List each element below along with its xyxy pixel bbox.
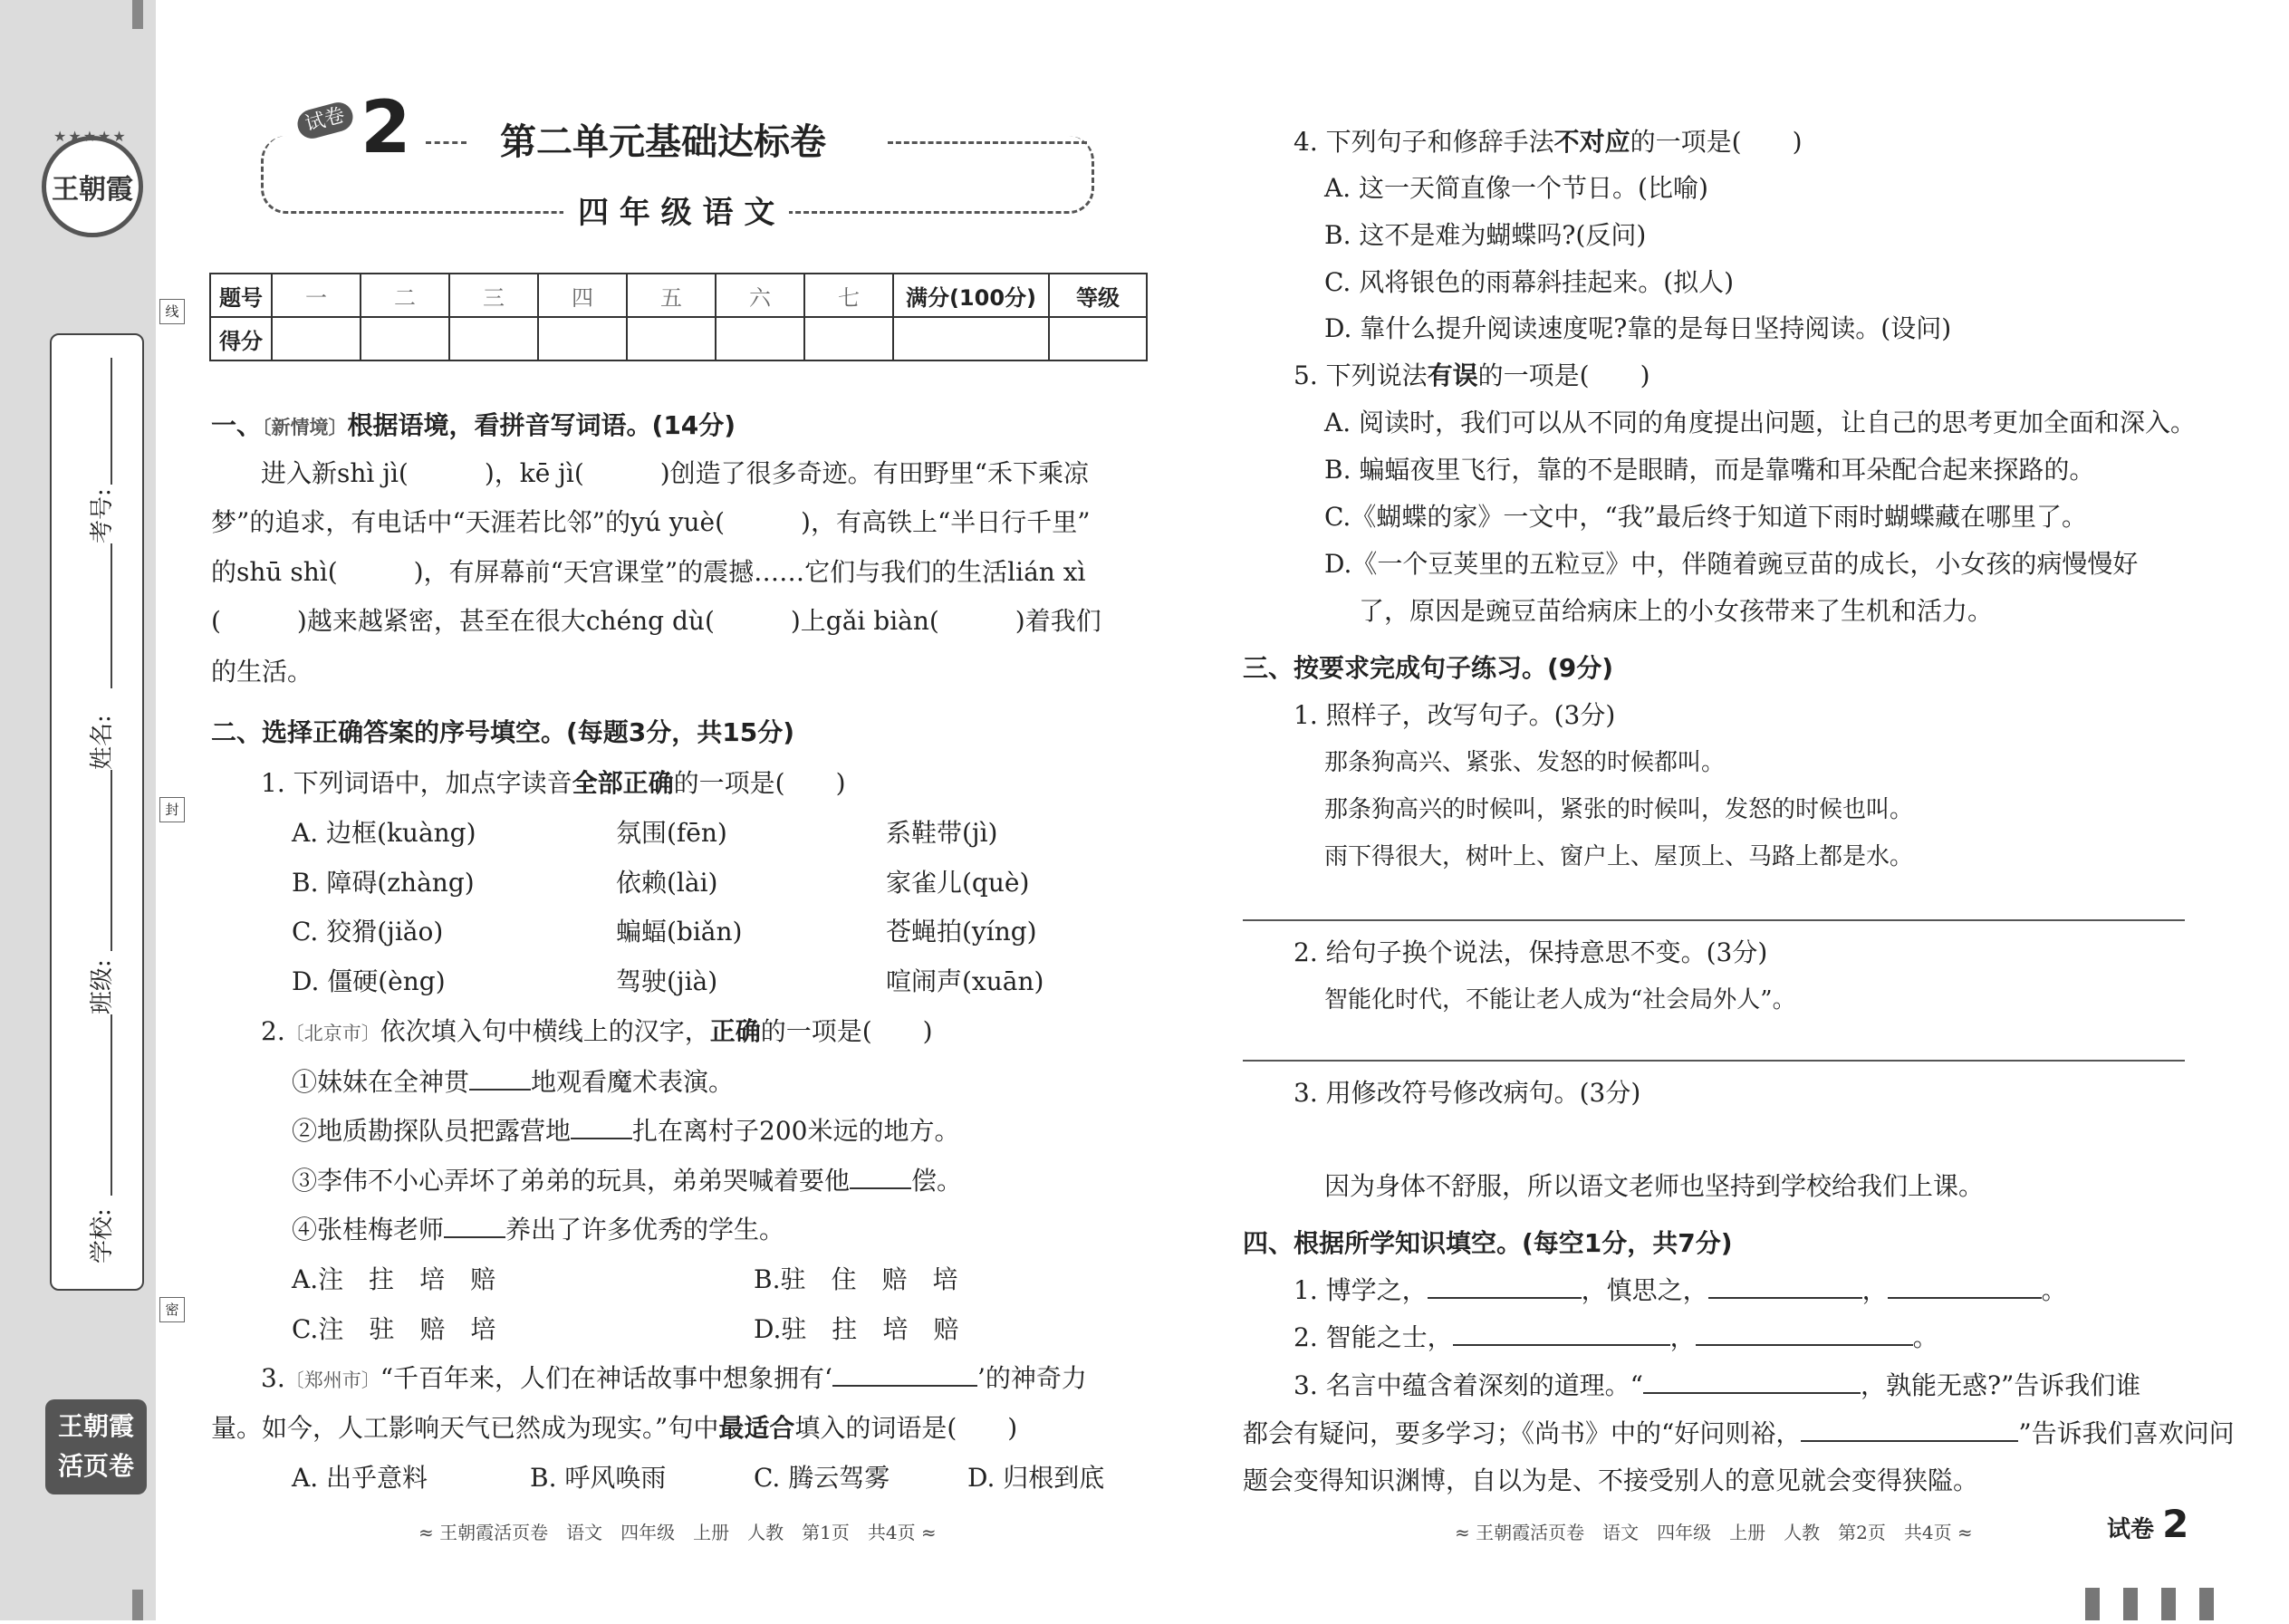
score-cell[interactable] — [538, 317, 627, 360]
q1-option: D. 僵硬(èng) — [292, 966, 446, 996]
q2-option: D.驻 拄 培 赔 — [754, 1314, 959, 1344]
q5-option-cont: 了，原因是豌豆苗给病床上的小女孩带来了生机和活力。 — [1359, 596, 1994, 626]
fill-blank[interactable] — [1801, 1417, 2018, 1442]
brand-logo-seal — [42, 128, 143, 237]
student-info-panel — [50, 333, 144, 1291]
q3-option: A. 出乎意料 — [292, 1463, 428, 1493]
q4-option: C. 风将银色的雨幕斜挂起来。(拟人) — [1324, 267, 1735, 297]
table-cell: 等级 — [1049, 274, 1147, 317]
q1-stem: 1. 下列词语中，加点字读音全部正确的一项是( ) — [261, 768, 846, 798]
score-cell[interactable] — [804, 317, 893, 360]
binding-line — [111, 1014, 112, 1196]
fill-blank[interactable] — [571, 1114, 632, 1139]
q2-stem: 2.〔北京市〕依次填入句中横线上的汉字，正确的一项是( ) — [261, 1016, 933, 1046]
q5-option: B. 蝙蝠夜里飞行，靠的不是眼睛，而是靠嘴和耳朵配合起来探路的。 — [1324, 455, 2095, 485]
label-class: 班级: — [89, 959, 116, 1014]
table-cell: 四 — [538, 274, 627, 317]
section1-line: ( )越来越紧密，甚至在很大chéng dù( )上gǎi biàn( )着我们 — [211, 606, 1101, 636]
table-cell: 五 — [627, 274, 716, 317]
fill-blank[interactable] — [1428, 1273, 1582, 1299]
s3-q2-sentence: 智能化时代，不能让老人成为“社会局外人”。 — [1324, 986, 1796, 1014]
q1-option: 苍蝇拍(yíng) — [886, 917, 1037, 947]
score-cell[interactable] — [361, 317, 449, 360]
page-subtitle: 四 年 级 语 文 — [563, 193, 789, 233]
header-rule-right — [888, 141, 1087, 144]
s3-example: 那条狗高兴、紧张、发怒的时候都叫。 — [1324, 749, 1726, 776]
table-cell: 题号 — [210, 274, 272, 317]
q4-option: B. 这不是难为蝴蝶吗?(反问) — [1324, 220, 1647, 250]
q1-option: A. 边框(kuàng) — [292, 818, 476, 848]
q1-option: 蝙蝠(biǎn) — [616, 917, 743, 947]
q2-option: A.注 拄 培 赔 — [292, 1264, 496, 1294]
q2-item: ①妹妹在全神贯 地观看魔术表演。 — [292, 1067, 735, 1097]
logo-text: 王朝霞 — [52, 174, 133, 206]
s4-line: 3. 名言中蕴含着深刻的道理。“ ，孰能无惑?”告诉我们谁 — [1294, 1370, 2141, 1400]
q2-item: ③李伟不小心弄坏了弟弟的玩具，弟弟哭喊着要他 偿。 — [292, 1166, 963, 1196]
binding-stripe-bottom — [132, 1590, 143, 1620]
brand-name: 王朝霞 — [57, 1411, 134, 1441]
q1-option: B. 障碍(zhàng) — [292, 868, 475, 898]
s4-line: 1. 博学之， ，慎思之， ， 。 — [1294, 1275, 2067, 1305]
table-row — [210, 317, 1147, 360]
header-rule-left — [426, 141, 466, 144]
score-cell[interactable] — [1049, 317, 1147, 360]
q2-item: ②地质勘探队员把露营地 扎在离村子200米远的地方。 — [292, 1116, 960, 1146]
table-cell: 一 — [272, 274, 361, 317]
footer-left: ≈ 王朝霞活页卷 语文 四年级 上册 人教 第1页 共4页 ≈ — [418, 1522, 937, 1543]
q5-option: C.《蝴蝶的家》一文中，“我”最后终于知道下雨时蝴蝶藏在哪里了。 — [1324, 502, 2087, 532]
table-cell: 六 — [716, 274, 804, 317]
q5-option: A. 阅读时，我们可以从不同的角度提出问题，让自己的思考更加全面和深入。 — [1324, 408, 2197, 437]
answer-line[interactable] — [1243, 919, 2185, 921]
q3-stem: 3.〔郑州市〕“千百年来，人们在神话故事中想象拥有‘ ’的神奇力 — [261, 1363, 1087, 1393]
s3-example: 雨下得很大，树叶上、窗户上、屋顶上、马路上都是水。 — [1324, 843, 1914, 870]
table-cell: 七 — [804, 274, 893, 317]
fill-blank[interactable] — [1453, 1321, 1670, 1346]
decorative-bars — [2085, 1588, 2237, 1624]
q2-option: C.注 驻 赔 培 — [292, 1314, 496, 1344]
q1-option: 驾驶(jià) — [616, 966, 718, 996]
q1-option: 系鞋带(jì) — [886, 818, 998, 848]
q4-stem: 4. 下列句子和修辞手法不对应的一项是( ) — [1294, 127, 1803, 157]
q1-option: 氛围(fēn) — [616, 818, 727, 848]
q2-item: ④张桂梅老师 养出了许多优秀的学生。 — [292, 1215, 785, 1244]
binding-line — [111, 770, 112, 951]
s3-q1-title: 1. 照样子，改写句子。(3分) — [1294, 700, 1616, 730]
test-badge: 试卷 — [294, 100, 356, 142]
section2-heading: 二、选择正确答案的序号填空。(每题3分，共15分) — [211, 717, 795, 747]
q3-option: C. 腾云驾雾 — [754, 1463, 890, 1493]
page-title: 第二单元基础达标卷 — [500, 121, 826, 163]
score-cell[interactable] — [272, 317, 361, 360]
binding-line — [111, 358, 112, 485]
fill-blank[interactable] — [1643, 1369, 1861, 1394]
score-cell[interactable] — [716, 317, 804, 360]
table-cell: 得分 — [210, 317, 272, 360]
table-row — [210, 274, 1147, 317]
s4-line: 2. 智能之士， ， 。 — [1294, 1322, 1938, 1352]
section3-heading: 三、按要求完成句子练习。(9分) — [1243, 653, 1614, 683]
brand-logo-bottom — [45, 1399, 147, 1494]
label-school: 学校: — [89, 1208, 116, 1264]
q3-option: D. 归根到底 — [967, 1463, 1105, 1493]
s3-q2-title: 2. 给句子换个说法，保持意思不变。(3分) — [1294, 937, 1768, 967]
q4-option: D. 靠什么提升阅读速度呢?靠的是每日坚持阅读。(设问) — [1324, 313, 1952, 343]
section1-line: 的shū shì( )，有屏幕前“天宫课堂”的震撼……它们与我们的生活lián xì — [211, 557, 1086, 587]
q1-option: 喧闹声(xuān) — [886, 966, 1044, 996]
q1-option: 家雀儿(què) — [886, 868, 1030, 898]
test-number: 2 — [361, 85, 411, 169]
score-cell[interactable] — [627, 317, 716, 360]
s3-q3-title: 3. 用修改符号修改病句。(3分) — [1294, 1078, 1641, 1108]
fill-blank[interactable] — [832, 1361, 977, 1387]
score-table — [209, 273, 1148, 361]
s3-q3-sentence: 因为身体不舒服，所以语文老师也坚持到学校给我们上课。 — [1324, 1171, 1985, 1201]
q3-option: B. 呼风唤雨 — [530, 1463, 667, 1493]
binding-line — [111, 543, 112, 688]
fill-blank[interactable] — [1696, 1321, 1913, 1346]
q3-line2: 量。如今，人工影响天气已然成为现实。”句中最适合填入的词语是( ) — [211, 1413, 1018, 1443]
fill-blank[interactable] — [850, 1164, 911, 1189]
section1-line: 进入新shì jì( )，kē jì( )创造了很多奇迹。有田野里“禾下乘凉 — [261, 458, 1089, 488]
cut-mark-mi: 密 — [159, 1297, 185, 1322]
fill-blank[interactable] — [469, 1065, 531, 1091]
table-cell: 三 — [449, 274, 538, 317]
q1-option: 依赖(lài) — [616, 868, 718, 898]
cut-mark-xian: 线 — [159, 299, 185, 324]
score-cell[interactable] — [449, 317, 538, 360]
score-cell[interactable] — [893, 317, 1049, 360]
table-cell: 满分(100分) — [893, 274, 1049, 317]
q5-option: D.《一个豆荚里的五粒豆》中，伴随着豌豆苗的成长，小女孩的病慢慢好 — [1324, 549, 2139, 579]
section1-line: 梦”的追求，有电话中“天涯若比邻”的yú yuè( )，有高铁上“半日行千里” — [211, 507, 1091, 537]
brand-sub: 活页卷 — [57, 1451, 134, 1481]
q2-option: B.驻 住 赔 培 — [754, 1264, 958, 1294]
answer-line[interactable] — [1243, 1060, 2185, 1062]
page-badge: 试卷 2 — [2107, 1502, 2189, 1546]
label-kaohao: 考号: — [89, 488, 116, 543]
q1-option: C. 狡猾(jiǎo) — [292, 917, 444, 947]
fill-blank[interactable] — [1888, 1273, 2042, 1299]
binding-stripe-top — [132, 0, 143, 29]
stars-icon: ★★★★★ — [53, 128, 128, 145]
footer-right: ≈ 王朝霞活页卷 语文 四年级 上册 人教 第2页 共4页 ≈ — [1455, 1522, 1973, 1543]
s4-line: 都会有疑问，要多学习；《尚书》中的“好问则裕， ”告诉我们喜欢问问 — [1243, 1418, 2235, 1448]
cut-mark-feng: 封 — [159, 797, 185, 822]
s4-line: 题会变得知识渊博，自以为是、不接受别人的意见就会变得狭隘。 — [1243, 1465, 1979, 1495]
q5-stem: 5. 下列说法有误的一项是( ) — [1294, 360, 1650, 390]
s3-example: 那条狗高兴的时候叫，紧张的时候叫，发怒的时候也叫。 — [1324, 796, 1914, 823]
q4-option: A. 这一天简直像一个节日。(比喻) — [1324, 173, 1708, 203]
section1-heading: 一、〔新情境〕根据语境，看拼音写词语。(14分) — [211, 410, 736, 440]
section1-line: 的生活。 — [211, 657, 313, 687]
table-cell: 二 — [361, 274, 449, 317]
fill-blank[interactable] — [444, 1213, 505, 1238]
section4-heading: 四、根据所学知识填空。(每空1分，共7分) — [1243, 1228, 1733, 1258]
label-name: 姓名: — [89, 715, 116, 770]
fill-blank[interactable] — [1708, 1273, 1862, 1299]
